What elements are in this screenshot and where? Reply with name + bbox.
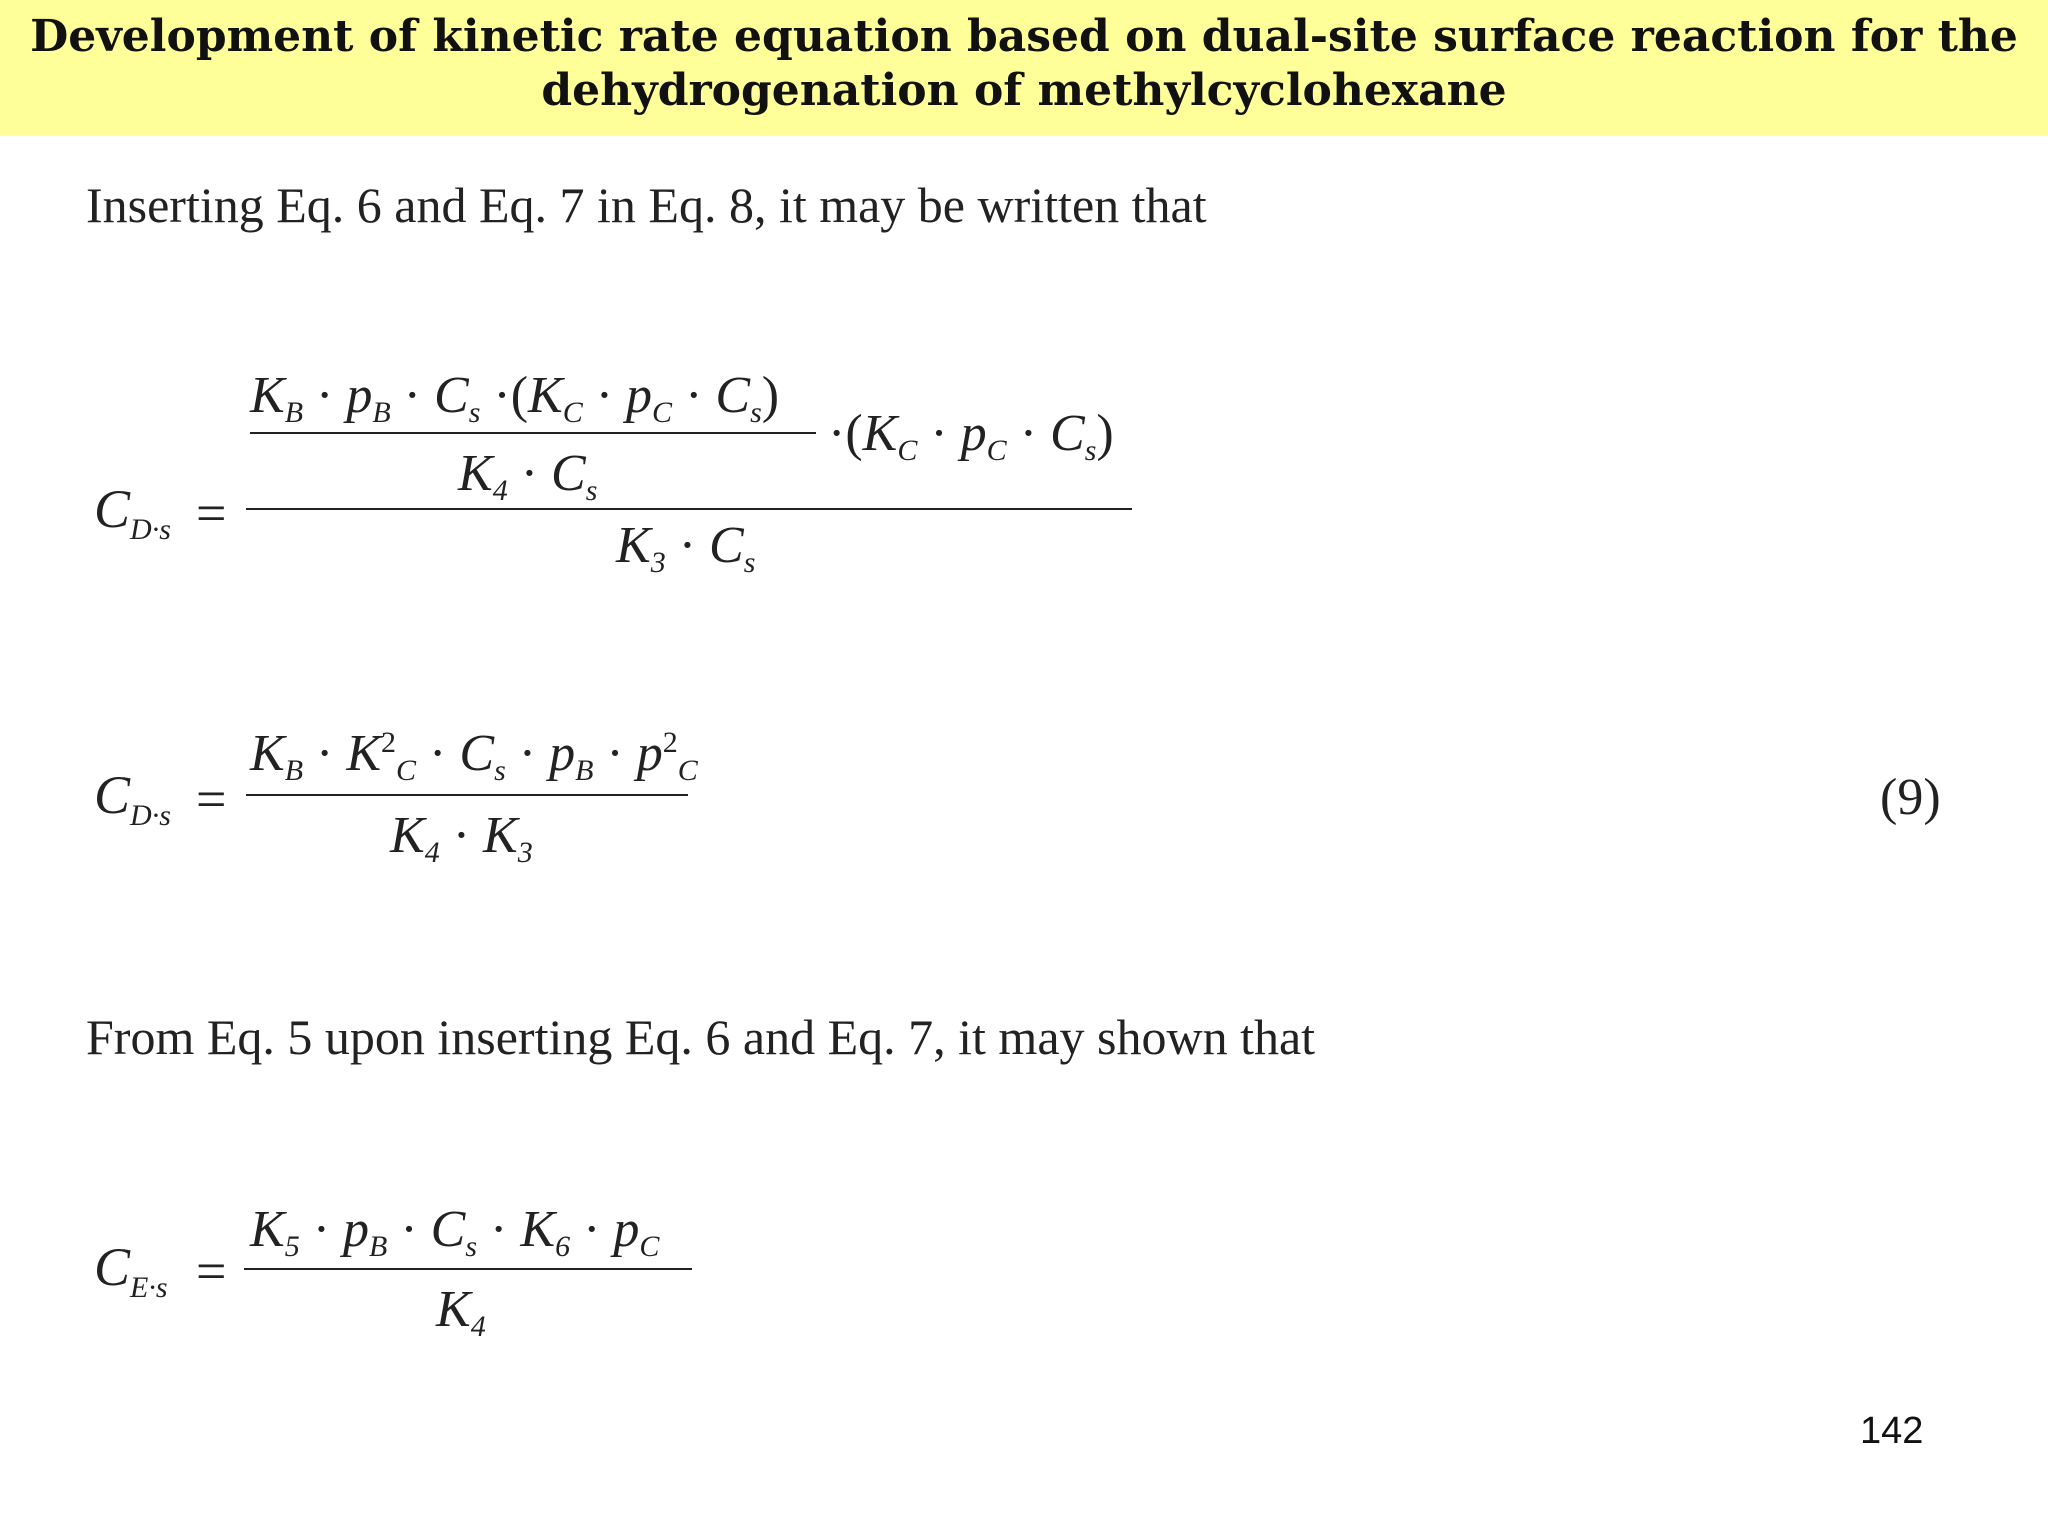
slide-title: Development of kinetic rate equation based on dual-site surface reaction for the dehydrogenation of methylcyclohexane [30, 11, 2018, 116]
equation-lhs: $C_{E\cdot s}$ [94, 1237, 168, 1304]
equation-number: (9) [1880, 769, 1941, 826]
equation-ce-numerator: $K_5 \cdot p_B \cdot C_s \cdot K_6 \cdot p_C$ [250, 1201, 660, 1263]
main-fraction-bar [246, 508, 1132, 510]
equation-9-fraction-bar [246, 794, 688, 796]
outer-numerator-factor: $\cdot(K_C \cdot p_C \cdot C_s)$ [828, 405, 1114, 467]
equation-9-denominator: $K_4 \cdot K_3$ [390, 807, 533, 869]
page-number: 142 [1860, 1410, 1924, 1452]
equals-sign: = [196, 769, 227, 829]
equals-sign: = [196, 1241, 227, 1301]
equation-lhs: $C_{D\cdot s}$ [94, 479, 171, 546]
equation-ce-fraction-bar [244, 1268, 692, 1270]
intro-paragraph: Inserting Eq. 6 and Eq. 7 in Eq. 8, it may be written that [86, 177, 1207, 233]
inner-numerator: $K_B \cdot p_B \cdot C_s \cdot(K_C \cdot p_C \cdot C_s)$ [250, 367, 780, 429]
equation-ce-denominator: $K_4$ [436, 1281, 486, 1343]
equals-sign: = [196, 483, 227, 543]
equation-lhs: $C_{D\cdot s}$ [94, 765, 171, 832]
outer-denominator: $K_3 \cdot C_s$ [616, 517, 756, 579]
inner-fraction-bar [250, 432, 816, 434]
inner-denominator: $K_4 \cdot C_s$ [458, 445, 598, 507]
second-paragraph: From Eq. 5 upon inserting Eq. 6 and Eq. 7, it may shown that [86, 1009, 1316, 1065]
equation-9-numerator: $K_B \cdot K^2_C \cdot C_s \cdot p_B \cdot p^2_C$ [250, 725, 698, 787]
